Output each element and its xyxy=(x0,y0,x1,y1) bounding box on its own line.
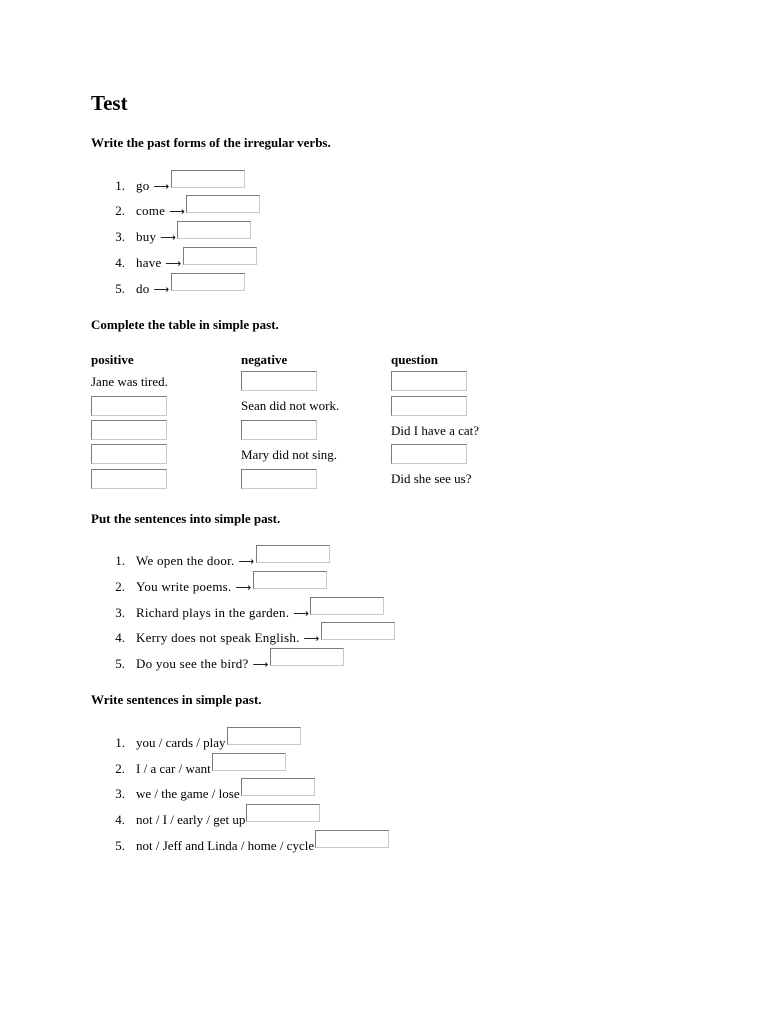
table-cell-negative: Sean did not work. xyxy=(241,398,340,413)
table-cell-question: Did I have a cat? xyxy=(391,423,480,438)
item-number: 4. xyxy=(115,812,125,827)
table-input-negative[interactable] xyxy=(241,420,317,440)
answer-input[interactable] xyxy=(171,273,245,291)
page-title: Test xyxy=(91,91,128,115)
item-number: 5. xyxy=(115,656,125,671)
item-text: I / a car / want xyxy=(136,761,211,776)
item-number: 5. xyxy=(115,838,125,853)
item-text: not / I / early / get up xyxy=(136,812,246,827)
item-text: Kerry does not speak English. xyxy=(136,630,300,645)
item-text: go xyxy=(136,178,150,193)
arrow-icon: ⟶ xyxy=(153,283,170,296)
item-text: Do you see the bird? xyxy=(136,656,249,671)
item-number: 1. xyxy=(115,735,125,750)
item-text: we / the game / lose xyxy=(136,786,240,801)
column-header-positive: positive xyxy=(91,352,134,367)
item-number: 3. xyxy=(115,786,125,801)
item-number: 3. xyxy=(115,605,125,620)
table-input-positive[interactable] xyxy=(91,420,167,440)
section-3-heading: Put the sentences into simple past. xyxy=(91,511,281,526)
item-number: 2. xyxy=(115,579,125,594)
answer-input[interactable] xyxy=(253,571,327,589)
item-number: 2. xyxy=(115,761,125,776)
column-header-question: question xyxy=(391,352,438,367)
table-cell-negative: Mary did not sing. xyxy=(241,447,338,462)
answer-input[interactable] xyxy=(183,247,257,265)
arrow-icon: ⟶ xyxy=(153,180,170,193)
table-input-question[interactable] xyxy=(391,371,467,391)
answer-input[interactable] xyxy=(186,195,260,213)
item-number: 3. xyxy=(115,229,125,244)
item-number: 4. xyxy=(115,255,125,270)
table-input-positive[interactable] xyxy=(91,396,167,416)
item-text: have xyxy=(136,255,162,270)
answer-input[interactable] xyxy=(177,221,251,239)
section-2-heading: Complete the table in simple past. xyxy=(91,317,279,332)
arrow-icon: ⟶ xyxy=(235,581,252,594)
item-text: Richard plays in the garden. xyxy=(136,605,290,620)
item-text: We open the door. xyxy=(136,553,235,568)
table-input-negative[interactable] xyxy=(241,371,317,391)
arrow-icon: ⟶ xyxy=(303,632,320,645)
answer-input[interactable] xyxy=(315,830,389,848)
answer-input[interactable] xyxy=(212,753,286,771)
table-input-question[interactable] xyxy=(391,444,467,464)
table-input-negative[interactable] xyxy=(241,469,317,489)
answer-input[interactable] xyxy=(241,778,315,796)
column-header-negative: negative xyxy=(241,352,288,367)
answer-input[interactable] xyxy=(321,622,395,640)
item-text: come xyxy=(136,203,166,218)
answer-input[interactable] xyxy=(256,545,330,563)
answer-input[interactable] xyxy=(227,727,301,745)
arrow-icon: ⟶ xyxy=(238,555,255,568)
table-input-positive[interactable] xyxy=(91,469,167,489)
section-1-heading: Write the past forms of the irregular verbs. xyxy=(91,135,331,150)
item-number: 2. xyxy=(115,203,125,218)
answer-input[interactable] xyxy=(246,804,320,822)
table-input-positive[interactable] xyxy=(91,444,167,464)
table-cell-positive: Jane was tired. xyxy=(91,374,168,389)
section-4-heading: Write sentences in simple past. xyxy=(91,692,262,707)
arrow-icon: ⟶ xyxy=(293,607,310,620)
item-number: 4. xyxy=(115,630,125,645)
arrow-icon: ⟶ xyxy=(252,658,269,671)
item-number: 5. xyxy=(115,281,125,296)
table-input-question[interactable] xyxy=(391,396,467,416)
arrow-icon: ⟶ xyxy=(169,205,186,218)
item-text: you / cards / play xyxy=(136,735,226,750)
table-cell-question: Did she see us? xyxy=(391,471,472,486)
answer-input[interactable] xyxy=(270,648,344,666)
item-text: buy xyxy=(136,229,157,244)
item-number: 1. xyxy=(115,178,125,193)
item-text: do xyxy=(136,281,150,296)
item-text: You write poems. xyxy=(136,579,232,594)
arrow-icon: ⟶ xyxy=(165,257,182,270)
item-number: 1. xyxy=(115,553,125,568)
answer-input[interactable] xyxy=(310,597,384,615)
item-text: not / Jeff and Linda / home / cycle xyxy=(136,838,315,853)
arrow-icon: ⟶ xyxy=(160,231,177,244)
answer-input[interactable] xyxy=(171,170,245,188)
